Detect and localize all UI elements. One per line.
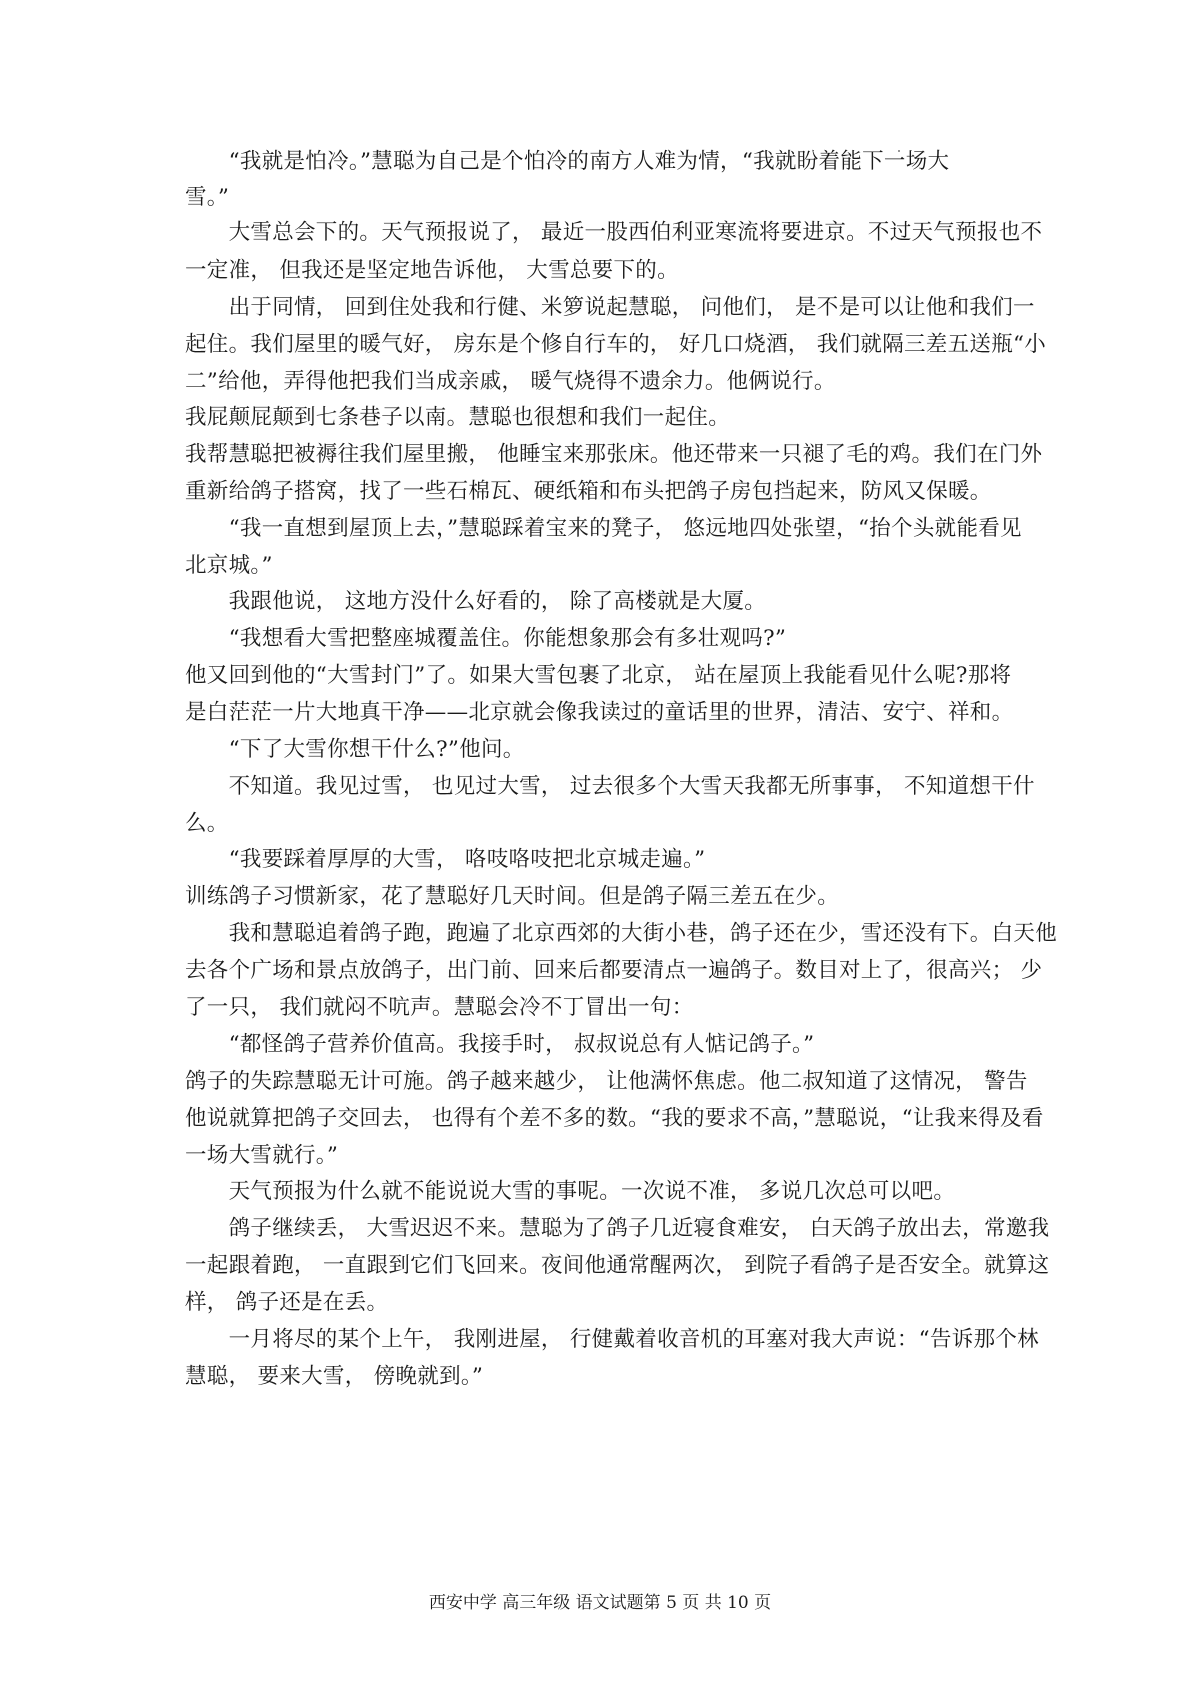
- text-line: 慧聪， 要来大雪， 傍晚就到。”: [185, 1364, 484, 1389]
- text-line: “我要踩着厚厚的大雪， 咯吱咯吱把北京城走遍。”: [185, 847, 706, 872]
- text-line: 一月将尽的某个上午， 我刚进屋， 行健戴着收音机的耳塞对我大声说：“告诉那个林: [185, 1327, 1039, 1352]
- text-line: 我和慧聪追着鸽子跑，跑遍了北京西郊的大街小巷，鸽子还在少，雪还没有下。白天他: [185, 921, 1058, 946]
- text-line: 不知道。我见过雪， 也见过大雪， 过去很多个大雪天我都无所事事， 不知道想干什: [185, 774, 1035, 799]
- text-line: 天气预报为什么就不能说说大雪的事呢。一次说不准， 多说几次总可以吧。: [185, 1179, 956, 1204]
- text-line: 一定准， 但我还是坚定地告诉他， 大雪总要下的。: [185, 258, 679, 283]
- text-line: 了一只， 我们就闷不吭声。慧聪会冷不丁冒出一句：: [185, 995, 694, 1020]
- text-line: 雪。”: [185, 185, 230, 210]
- text-line: 他又回到他的“大雪封门”了。如果大雪包裹了北京， 站在屋顶上我能看见什么呢?那将: [185, 663, 1012, 688]
- text-line: 出于同情， 回到住处我和行健、米箩说起慧聪， 问他们， 是不是可以让他和我们一: [185, 295, 1035, 320]
- text-line: 训练鸽子习惯新家，花了慧聪好几天时间。但是鸽子隔三差五在少。: [185, 884, 840, 909]
- text-line: 是白茫茫一片大地真干净——北京就会像我读过的童话里的世界，清洁、安宁、祥和。: [185, 700, 1014, 725]
- text-line: 一起跟着跑， 一直跟到它们飞回来。夜间他通常醒两次， 到院子看鸽子是否安全。就算这: [185, 1253, 1050, 1278]
- text-line: 大雪总会下的。天气预报说了， 最近一股西伯利亚寒流将要进京。不过天气预报也不: [185, 220, 1043, 245]
- text-line: “下了大雪你想干什么?”他问。: [185, 737, 525, 762]
- text-line: 他说就算把鸽子交回去， 也得有个差不多的数。“我的要求不高，”慧聪说，“让我来得及看: [185, 1106, 1044, 1131]
- text-line: 北京城。”: [185, 553, 273, 578]
- text-line: 二”给他，弄得他把我们当成亲戚， 暖气烧得不遗余力。他俩说行。: [185, 369, 836, 394]
- text-line: 鸽子的失踪慧聪无计可施。鸽子越来越少， 让他满怀焦虑。他二叔知道了这情况， 警告: [185, 1069, 1028, 1094]
- text-line: 起住。我们屋里的暖气好， 房东是个修自行车的， 好几口烧酒， 我们就隔三差五送瓶“小: [185, 332, 1047, 357]
- text-line: “我一直想到屋顶上去，”慧聪踩着宝来的凳子， 悠远地四处张望，“抬个头就能看见: [185, 516, 1022, 541]
- text-line: 鸽子继续丢， 大雪迟迟不来。慧聪为了鸽子几近寝食难安， 白天鸽子放出去，常邀我: [185, 1216, 1050, 1241]
- text-line: 一场大雪就行。”: [185, 1143, 339, 1168]
- page-footer: 西安中学 高三年级 语文试题第 5 页 共 10 页: [428, 1593, 772, 1613]
- text-line: 样， 鸽子还是在丢。: [185, 1290, 389, 1315]
- text-line: 我屁颠屁颠到七条巷子以南。慧聪也很想和我们一起住。: [185, 405, 731, 430]
- text-line: 我帮慧聪把被褥往我们屋里搬， 他睡宝来那张床。他还带来一只褪了毛的鸡。我们在门外: [185, 442, 1043, 467]
- text-line: “都怪鸽子营养价值高。我接手时， 叔叔说总有人惦记鸽子。”: [185, 1032, 815, 1057]
- text-line: 重新给鸽子搭窝，找了一些石棉瓦、硬纸箱和布头把鸽子房包挡起来，防风又保暖。: [185, 479, 992, 504]
- text-line: 去各个广场和景点放鸽子，出门前、回来后都要清点一遍鸽子。数目对上了，很高兴； 少: [185, 958, 1043, 983]
- text-line: 么。: [185, 811, 229, 836]
- text-line: 我跟他说， 这地方没什么好看的， 除了高楼就是大厦。: [185, 589, 767, 614]
- text-line: “我就是怕冷。”慧聪为自己是个怕冷的南方人难为情，“我就盼着能下一场大: [185, 149, 950, 174]
- text-line: “我想看大雪把整座城覆盖住。你能想象那会有多壮观吗?”: [185, 626, 787, 651]
